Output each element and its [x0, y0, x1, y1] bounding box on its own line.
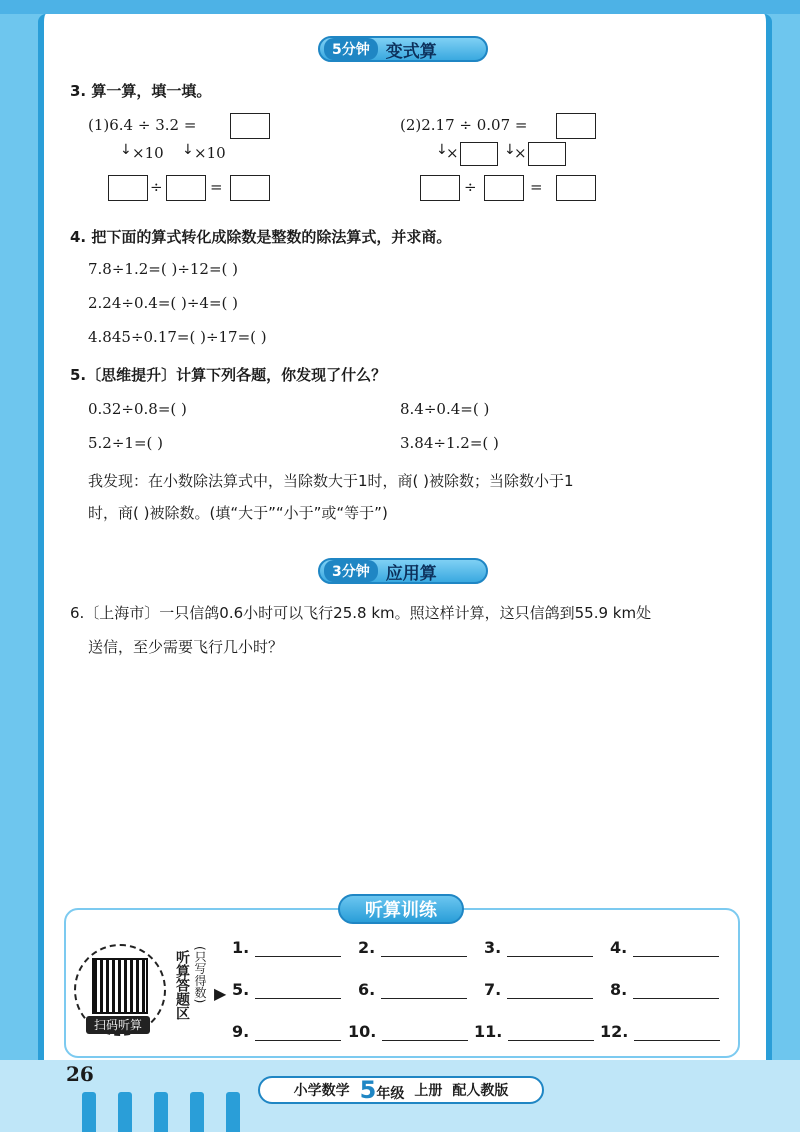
section-header-variant [318, 36, 488, 62]
answer-slot[interactable]: 12. [600, 1022, 720, 1041]
answer-slot[interactable]: 8. [610, 980, 719, 999]
answer-box[interactable] [556, 113, 596, 139]
top-border [0, 0, 800, 14]
q5-finding-line: 我发现：在小数除法算式中，当除数大于1时，商( )被除数；当除数小于1 [88, 472, 574, 490]
times-sign: × [446, 144, 459, 162]
q3-part1-mult2: ×10 [194, 144, 226, 162]
question-6-text: 送信，至少需要飞行几小时？ [88, 638, 284, 656]
answer-box[interactable] [108, 175, 148, 201]
play-triangle-icon: ▶ [214, 984, 227, 1003]
answer-slot[interactable]: 7. [484, 980, 593, 999]
answer-box[interactable] [460, 142, 498, 166]
q4-line: 4.845÷0.17=( )÷17=( ) [88, 328, 267, 346]
answer-box[interactable] [230, 175, 270, 201]
q3-part2-expression: (2)2.17 ÷ 0.07 = [400, 116, 528, 134]
answer-area-label: 听算答题区 [174, 950, 190, 1020]
equals-sign: = [530, 178, 543, 196]
q4-line: 2.24÷0.4=( )÷4=( ) [88, 294, 239, 312]
question-4-title: 4. 把下面的算式转化成除数是整数的除法算式，并求商。 [70, 228, 452, 246]
answer-slot[interactable]: 11. [474, 1022, 594, 1041]
listening-title: 听算训练 [338, 894, 464, 924]
answer-slot[interactable]: 4. [610, 938, 719, 957]
answer-slot[interactable]: 1. [232, 938, 341, 957]
down-arrow-icon: ↓ [436, 142, 448, 158]
q5-left-line: 0.32÷0.8=( ) [88, 400, 187, 418]
term-label: 上册 [414, 1083, 443, 1099]
q3-part1-mult1: ×10 [132, 144, 164, 162]
section-title: 应用算 [385, 563, 437, 584]
answer-slot[interactable]: 3. [484, 938, 593, 957]
answer-slot[interactable]: 6. [358, 980, 467, 999]
answer-box[interactable] [230, 113, 270, 139]
grade-number: 5 [359, 1076, 377, 1104]
answer-box[interactable] [420, 175, 460, 201]
qr-code-icon[interactable] [92, 958, 148, 1014]
edition-label: 配人教版 [452, 1083, 509, 1099]
book-footer [258, 1076, 544, 1104]
answer-slot[interactable]: 10. [348, 1022, 468, 1041]
question-6-text: 6.〔上海市〕一只信鸽0.6小时可以飞行25.8 km。照这样计算，这只信鸽到55.9 km处 [70, 604, 652, 622]
section-minutes: 3分钟 [324, 560, 378, 582]
grade-suffix: 年级 [376, 1086, 405, 1102]
question-3-title: 3. 算一算，填一填。 [70, 82, 212, 100]
answer-box[interactable] [484, 175, 524, 201]
subject-label: 小学数学 [293, 1083, 350, 1099]
down-arrow-icon: ↓ [182, 142, 194, 158]
divide-sign: ÷ [150, 178, 163, 196]
answer-slot[interactable]: 9. [232, 1022, 341, 1041]
answer-slot[interactable]: 5. [232, 980, 341, 999]
answer-slot[interactable]: 2. [358, 938, 467, 957]
scan-label: 扫码听算 [86, 1016, 150, 1034]
equals-sign: = [210, 178, 223, 196]
q5-right-line: 3.84÷1.2=( ) [400, 434, 499, 452]
down-arrow-icon: ↓ [120, 142, 132, 158]
q3-part1-expression: (1)6.4 ÷ 3.2 = [88, 116, 197, 134]
section-header-application [318, 558, 488, 584]
times-sign: × [514, 144, 527, 162]
q4-line: 7.8÷1.2=( )÷12=( ) [88, 260, 239, 278]
down-arrow-icon: ↓ [504, 142, 516, 158]
section-title: 变式算 [385, 41, 437, 62]
q5-right-line: 8.4÷0.4=( ) [400, 400, 490, 418]
q5-left-line: 5.2÷1=( ) [88, 434, 164, 452]
section-minutes: 5分钟 [324, 38, 378, 60]
answer-box[interactable] [528, 142, 566, 166]
page-number: 26 [66, 1062, 94, 1086]
question-5-title: 5.〔思维提升〕计算下列各题，你发现了什么？ [70, 366, 387, 384]
answer-note: (只写得数) [193, 946, 207, 1004]
divide-sign: ÷ [464, 178, 477, 196]
answer-box[interactable] [556, 175, 596, 201]
q5-finding-line: 时，商( )被除数。(填“大于”“小于”或“等于”) [88, 504, 388, 522]
answer-box[interactable] [166, 175, 206, 201]
